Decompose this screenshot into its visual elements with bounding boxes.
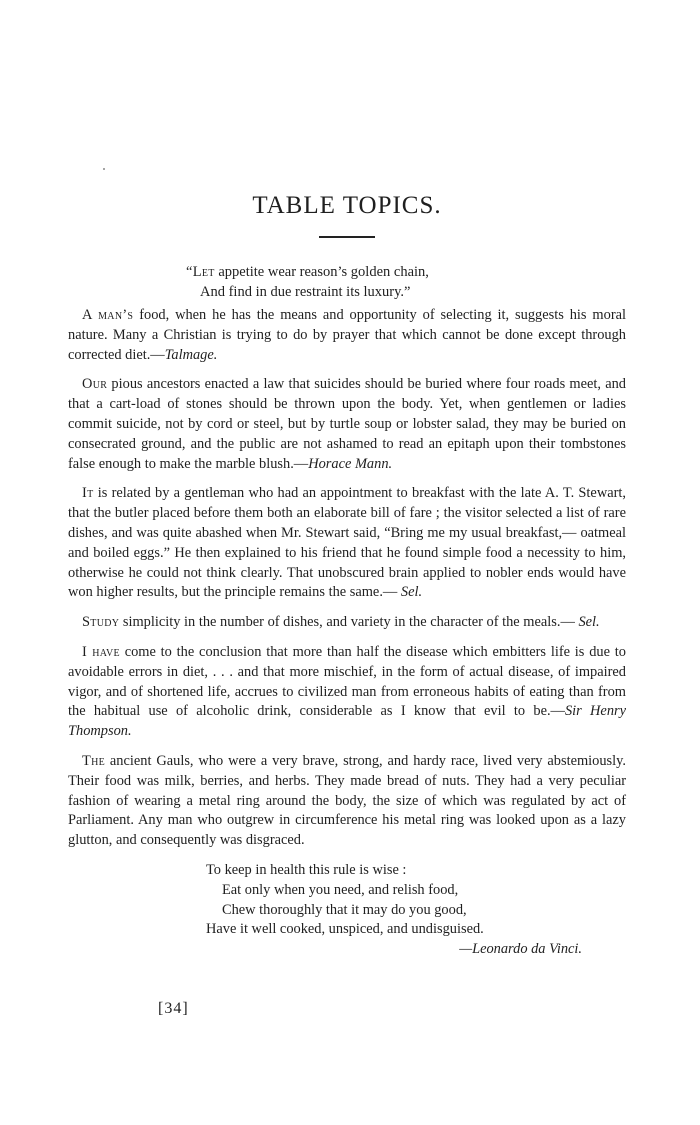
paragraph-lead: A man’s	[82, 307, 134, 323]
epigraph-lead: “Let	[186, 264, 215, 280]
poem-line: Eat only when you need, and relish food,	[222, 881, 459, 898]
paragraph-text: simplicity in the number of dishes, and variety in the character of the meals.—	[119, 614, 579, 631]
paragraph-source: Sel.	[400, 584, 423, 601]
epigraph-line-1-rest: appetite wear reason’s golden chain,	[214, 264, 429, 280]
closing-poem	[206, 861, 626, 960]
page-title: TABLE TOPICS.	[252, 192, 442, 219]
poem-line: Chew thoroughly that it may do you good,	[222, 901, 467, 918]
epigraph-line-2: And find in due restraint its luxury.”	[200, 284, 411, 300]
paragraph-source: Talmage.	[164, 346, 218, 363]
paragraph-lead: Our	[82, 376, 108, 393]
page	[68, 0, 626, 1125]
paragraph-text: pious ancestors enacted a law that suicides should be buried where four roads meet, and that a cart-load of stones should be thrown upon the body. Yet, when gentlemen or ladies commit suicide, not by cord or steel, but by turtle soup or lobster salad, they may be buried on consecrated ground, and the public are not ashamed to read an epitaph upon their tombstones false enough to make the marble blush.—	[68, 376, 626, 472]
paragraph-lead: I have	[82, 643, 120, 660]
paragraph-source: Sir Henry Thompson.	[68, 703, 626, 740]
body-text	[68, 306, 626, 960]
paragraph-horace-mann	[68, 375, 626, 474]
paragraph-text: is related by a gentleman who had an appointment to breakfast with the late A. T. Stewart, that the butler placed before them both an elaborate bill of fare ; the visitor selected a list of rare dishes, and was quite abashed when Mr. Stewart said, “Bring me my usual breakfast,— oatmeal and boiled eggs.” He then explained to his friend that he found simple food a necessity to him, otherwise he could not think clearly. That unobscured brain applied to nobler ends would have won higher results, but the principle remains the same.—	[68, 485, 626, 601]
paragraph-text: come to the conclusion that more than half the disease which embitters life is due to avoidable errors in diet, . . . and that more mischief, in the form of actual disease, of impaired vigor, and of shortened life, accrues to civilized man from erroneous habits of eating than from the habitual use of alcoholic drink, considerable as I know that evil to be.—	[68, 643, 626, 720]
paragraph-stewart	[68, 484, 626, 603]
paragraph-source: Sel.	[578, 614, 600, 631]
page-number: [34]	[158, 1000, 189, 1017]
paragraph-thompson	[68, 643, 626, 742]
poem-line: Have it well cooked, unspiced, and undisguised.	[206, 921, 484, 938]
paragraph-lead: The	[82, 752, 106, 769]
poem-line: To keep in health this rule is wise :	[206, 861, 407, 878]
epigraph	[186, 262, 429, 302]
paragraph-source: Horace Mann.	[308, 455, 393, 472]
epigraph-line-1	[186, 262, 429, 282]
paragraph-simplicity	[68, 613, 626, 633]
title-rule	[319, 236, 375, 238]
paragraph-text: food, when he has the means and opportunity of selecting it, suggests his moral nature. Many a Christian is trying to do by prayer that which cannot be done except through corrected diet.—	[68, 307, 627, 363]
paragraph-lead: It	[82, 485, 94, 502]
paragraph-gauls	[68, 752, 626, 851]
paragraph-text: ancient Gauls, who were a very brave, strong, and hardy race, lived very abstemiously. Their food was milk, berries, and herbs. They made bread of nuts. They had a very peculiar fashion of wearing a metal ring around the body, the size of which was regulated by act of Parliament. Any man who outgrew in circumference his metal ring was looked upon as a lazy glutton, and consequently was disgraced.	[68, 752, 626, 849]
paragraph-lead: Study	[82, 614, 120, 631]
paragraph-talmage	[68, 306, 626, 365]
poem-attribution: —Leonardo da Vinci.	[459, 941, 582, 958]
